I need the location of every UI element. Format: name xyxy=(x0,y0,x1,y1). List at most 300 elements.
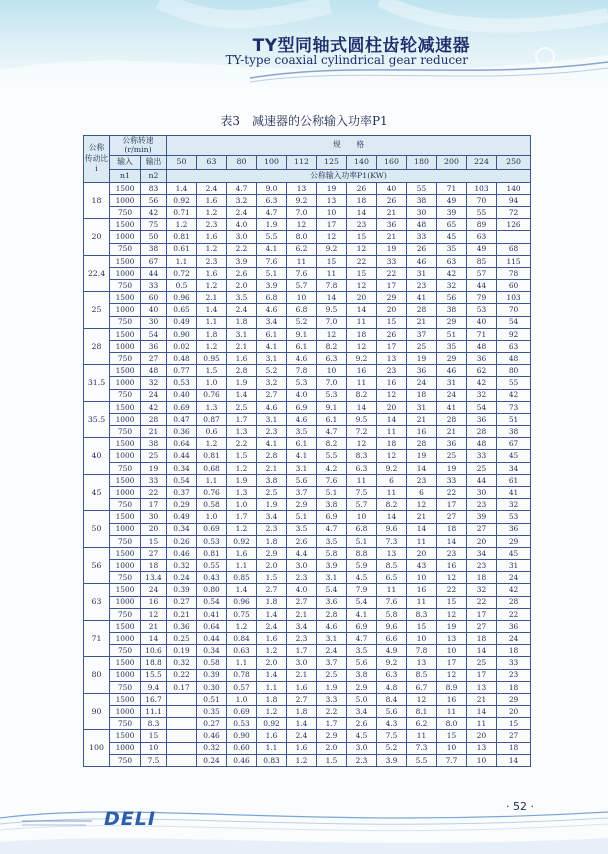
power-cell: 0.69 xyxy=(167,401,197,413)
power-cell: 0.75 xyxy=(227,608,257,620)
power-cell: 53 xyxy=(497,511,531,523)
power-cell: 5.0 xyxy=(347,693,377,705)
output-speed-cell: 56 xyxy=(141,194,167,206)
power-cell: 3.8 xyxy=(347,669,377,681)
power-cell: 1.0 xyxy=(227,693,257,705)
power-cell: 0.44 xyxy=(197,633,227,645)
power-cell: 0.58 xyxy=(197,499,227,511)
size-header: 160 xyxy=(377,155,407,169)
power-cell: 1.2 xyxy=(197,438,227,450)
power-cell: 5.6 xyxy=(347,657,377,669)
output-speed-cell: 38 xyxy=(141,243,167,255)
power-cell: 3.0 xyxy=(227,231,257,243)
power-cell: 4.0 xyxy=(287,584,317,596)
power-cell: 18 xyxy=(497,645,531,657)
power-cell: 11 xyxy=(407,730,437,742)
power-cell: 5.2 xyxy=(257,365,287,377)
power-cell xyxy=(167,754,197,766)
table-row xyxy=(84,182,531,194)
power-cell: 103 xyxy=(467,182,497,194)
power-cell: 19 xyxy=(377,243,407,255)
table-row xyxy=(84,645,531,657)
ratio-cell: 80 xyxy=(84,657,110,694)
power-cell: 23 xyxy=(467,499,497,511)
power-cell: 1.2 xyxy=(257,706,287,718)
power-cell: 13 xyxy=(377,547,407,559)
power-cell: 92 xyxy=(497,328,531,340)
power-cell: 42 xyxy=(467,377,497,389)
power-cell: 41 xyxy=(497,486,531,498)
power-cell: 14 xyxy=(347,207,377,219)
power-cell: 4.5 xyxy=(347,730,377,742)
power-cell: 4.5 xyxy=(347,572,377,584)
power-cell: 5.3 xyxy=(317,389,347,401)
power-cell: 31 xyxy=(407,267,437,279)
power-cell: 4.7 xyxy=(317,523,347,535)
power-cell: 1.2 xyxy=(227,620,257,632)
power-cell: 55 xyxy=(407,182,437,194)
power-cell: 15 xyxy=(347,267,377,279)
power-cell: 1.1 xyxy=(197,316,227,328)
output-speed-cell: 28 xyxy=(141,413,167,425)
table-row xyxy=(84,328,531,340)
power-cell: 12 xyxy=(437,572,467,584)
power-cell: 4.6 xyxy=(257,304,287,316)
power-cell: 5.9 xyxy=(347,560,377,572)
power-cell: 16 xyxy=(407,584,437,596)
power-cell: 7.6 xyxy=(317,474,347,486)
table-row xyxy=(84,207,531,219)
page-number: · 52 · xyxy=(506,800,534,813)
power-cell: 9.5 xyxy=(317,304,347,316)
power-cell: 0.92 xyxy=(167,194,197,206)
output-speed-cell: 48 xyxy=(141,365,167,377)
power-cell: 0.81 xyxy=(167,231,197,243)
power-cell: 1.3 xyxy=(197,401,227,413)
power-cell: 22 xyxy=(467,596,497,608)
power-cell: 31 xyxy=(497,560,531,572)
power-cell: 115 xyxy=(497,255,531,267)
ratio-cell: 50 xyxy=(84,511,110,548)
power-cell: 12 xyxy=(437,669,467,681)
header-speed-label: 公称转速 xyxy=(122,136,154,145)
input-speed-cell: 750 xyxy=(110,754,141,766)
input-speed-cell: 750 xyxy=(110,718,141,730)
ratio-cell: 25 xyxy=(84,292,110,329)
power-cell: 19 xyxy=(317,182,347,194)
power-cell: 10 xyxy=(467,754,497,766)
input-speed-cell: 1500 xyxy=(110,365,141,377)
power-cell: 36 xyxy=(497,523,531,535)
power-cell: 15 xyxy=(347,231,377,243)
power-cell: 12 xyxy=(317,328,347,340)
power-cell: 15 xyxy=(437,596,467,608)
power-cell: 16 xyxy=(407,426,437,438)
power-cell: 2.1 xyxy=(197,292,227,304)
input-speed-cell: 750 xyxy=(110,535,141,547)
power-cell: 0.61 xyxy=(167,243,197,255)
power-cell: 1.1 xyxy=(227,560,257,572)
input-speed-cell: 1000 xyxy=(110,194,141,206)
output-speed-cell: 18 xyxy=(141,560,167,572)
input-speed-cell: 1000 xyxy=(110,450,141,462)
input-speed-cell: 1000 xyxy=(110,486,141,498)
power-cell: 0.32 xyxy=(167,657,197,669)
power-cell: 16 xyxy=(437,560,467,572)
power-cell: 10 xyxy=(407,633,437,645)
output-speed-cell: 18.8 xyxy=(141,657,167,669)
power-cell: 20 xyxy=(377,304,407,316)
power-cell: 2.4 xyxy=(317,645,347,657)
input-speed-cell: 1500 xyxy=(110,547,141,559)
power-cell: 2.8 xyxy=(257,450,287,462)
power-cell: 0.90 xyxy=(227,730,257,742)
output-speed-cell: 12 xyxy=(141,608,167,620)
power-cell: 63 xyxy=(497,340,531,352)
power-cell: 3.5 xyxy=(347,645,377,657)
output-speed-cell: 83 xyxy=(141,182,167,194)
power-cell: 34 xyxy=(497,462,531,474)
input-speed-cell: 1500 xyxy=(110,438,141,450)
power-cell: 0.63 xyxy=(227,645,257,657)
power-cell: 0.51 xyxy=(197,693,227,705)
power-cell: 2.1 xyxy=(227,340,257,352)
power-cell: 1.8 xyxy=(257,535,287,547)
input-speed-cell: 750 xyxy=(110,499,141,511)
power-cell: 1.2 xyxy=(197,340,227,352)
power-cell: 4.6 xyxy=(257,401,287,413)
power-cell: 8.2 xyxy=(317,340,347,352)
power-cell: 15 xyxy=(497,718,531,730)
output-speed-cell: 32 xyxy=(141,377,167,389)
power-cell: 12 xyxy=(347,340,377,352)
power-cell: 23 xyxy=(347,219,377,231)
power-cell: 6.6 xyxy=(377,633,407,645)
power-cell: 6.9 xyxy=(317,511,347,523)
power-cell: 41 xyxy=(437,401,467,413)
output-speed-cell: 11.1 xyxy=(141,706,167,718)
size-header: 180 xyxy=(407,155,437,169)
power-cell: 0.39 xyxy=(197,669,227,681)
input-speed-cell: 750 xyxy=(110,681,141,693)
power-cell: 28 xyxy=(407,438,437,450)
power-cell: 2.9 xyxy=(287,499,317,511)
power-cell: 4.1 xyxy=(257,340,287,352)
power-cell: 1.8 xyxy=(287,706,317,718)
power-cell: 15 xyxy=(317,255,347,267)
power-cell: 0.27 xyxy=(167,596,197,608)
power-cell: 14 xyxy=(407,462,437,474)
power-cell: 70 xyxy=(497,304,531,316)
power-cell: 36 xyxy=(437,438,467,450)
output-speed-cell: 33 xyxy=(141,280,167,292)
input-speed-cell: 1000 xyxy=(110,560,141,572)
output-speed-cell: 16.7 xyxy=(141,693,167,705)
input-speed-cell: 1000 xyxy=(110,742,141,754)
power-cell: 0.46 xyxy=(227,754,257,766)
input-speed-cell: 750 xyxy=(110,645,141,657)
power-cell: 73 xyxy=(497,401,531,413)
output-speed-cell: 67 xyxy=(141,255,167,267)
power-cell: 55 xyxy=(467,207,497,219)
power-cell: 49 xyxy=(437,194,467,206)
power-cell: 1.4 xyxy=(287,718,317,730)
power-cell: 12 xyxy=(407,693,437,705)
power-cell: 37 xyxy=(407,328,437,340)
power-cell: 21 xyxy=(407,316,437,328)
power-cell: 3.0 xyxy=(347,742,377,754)
power-cell: 3.2 xyxy=(227,194,257,206)
power-cell: 22 xyxy=(377,267,407,279)
size-header: 100 xyxy=(257,155,287,169)
power-cell: 6.3 xyxy=(317,353,347,365)
power-cell: 28 xyxy=(407,304,437,316)
power-cell: 5.1 xyxy=(257,267,287,279)
power-cell: 65 xyxy=(437,219,467,231)
input-speed-cell: 1500 xyxy=(110,182,141,194)
power-cell: 25 xyxy=(437,450,467,462)
power-cell: 8.2 xyxy=(377,499,407,511)
power-cell: 13 xyxy=(437,633,467,645)
power-cell: 48 xyxy=(467,438,497,450)
power-cell: 85 xyxy=(467,255,497,267)
power-cell: 1.9 xyxy=(317,681,347,693)
power-cell: 17 xyxy=(377,340,407,352)
power-cell xyxy=(167,718,197,730)
power-cell: 1.6 xyxy=(257,730,287,742)
power-cell: 45 xyxy=(497,547,531,559)
power-cell: 4.1 xyxy=(257,243,287,255)
power-cell: 1.0 xyxy=(197,511,227,523)
power-cell: 140 xyxy=(497,182,531,194)
power-cell: 0.78 xyxy=(227,669,257,681)
power-cell: 7.5 xyxy=(347,486,377,498)
power-cell: 2.3 xyxy=(257,426,287,438)
power-cell: 21 xyxy=(407,511,437,523)
header-input: 输入 xyxy=(110,155,141,169)
power-cell: 0.76 xyxy=(197,389,227,401)
power-cell: 29 xyxy=(377,292,407,304)
power-cell: 55 xyxy=(497,377,531,389)
power-cell: 13 xyxy=(467,681,497,693)
power-cell: 6.1 xyxy=(287,438,317,450)
power-cell: 6.3 xyxy=(377,669,407,681)
power-cell: 11 xyxy=(347,474,377,486)
power-cell: 2.7 xyxy=(257,389,287,401)
power-cell: 48 xyxy=(407,219,437,231)
ratio-cell: 40 xyxy=(84,438,110,475)
power-cell: 13 xyxy=(467,742,497,754)
power-cell: 23 xyxy=(497,669,531,681)
power-cell: 14 xyxy=(377,413,407,425)
power-cell: 5.7 xyxy=(347,499,377,511)
output-speed-cell: 24 xyxy=(141,584,167,596)
power-cell: 46 xyxy=(437,365,467,377)
power-cell: 6.2 xyxy=(287,243,317,255)
power-cell: 6.8 xyxy=(347,523,377,535)
power-cell: 4.7 xyxy=(227,182,257,194)
header-ratio: 公称 传动比 i xyxy=(84,136,110,183)
power-cell: 18 xyxy=(347,194,377,206)
power-cell: 4.8 xyxy=(377,681,407,693)
power-cell: 1.6 xyxy=(227,353,257,365)
table-row xyxy=(84,243,531,255)
power-cell: 0.46 xyxy=(197,730,227,742)
power-cell: 2.2 xyxy=(317,706,347,718)
input-speed-cell: 1500 xyxy=(110,693,141,705)
table-row xyxy=(84,620,531,632)
power-cell: 1.6 xyxy=(287,742,317,754)
power-cell: 8.2 xyxy=(317,438,347,450)
power-cell: 94 xyxy=(497,194,531,206)
power-cell: 0.19 xyxy=(167,645,197,657)
power-cell: 42 xyxy=(437,267,467,279)
header-title-cn: TY型同轴式圆柱齿轮减速器 xyxy=(252,36,470,56)
power-cell: 11 xyxy=(407,596,437,608)
power-cell: 29 xyxy=(497,693,531,705)
input-speed-cell: 1500 xyxy=(110,219,141,231)
power-cell: 36 xyxy=(377,219,407,231)
power-cell: 1.4 xyxy=(167,182,197,194)
power-cell: 1.1 xyxy=(227,657,257,669)
power-cell: 14 xyxy=(437,535,467,547)
power-cell: 7.3 xyxy=(377,535,407,547)
power-cell: 2.6 xyxy=(347,718,377,730)
output-speed-cell: 19 xyxy=(141,462,167,474)
power-cell: 9.1 xyxy=(317,401,347,413)
size-header: 80 xyxy=(227,155,257,169)
power-cell: 0.96 xyxy=(167,292,197,304)
power-cell: 4.7 xyxy=(317,426,347,438)
table-row xyxy=(84,486,531,498)
power-cell: 2.1 xyxy=(257,462,287,474)
table-row xyxy=(84,596,531,608)
power-cell: 8.0 xyxy=(437,718,467,730)
power-cell: 0.87 xyxy=(197,413,227,425)
power-cell: 4.9 xyxy=(377,645,407,657)
output-speed-cell: 14 xyxy=(141,633,167,645)
power-cell: 40 xyxy=(377,182,407,194)
power-cell: 11 xyxy=(347,316,377,328)
power-cell: 1.0 xyxy=(227,499,257,511)
power-cell: 17 xyxy=(437,657,467,669)
output-speed-cell: 21 xyxy=(141,426,167,438)
power-cell: 0.54 xyxy=(167,474,197,486)
power-cell: 18 xyxy=(407,389,437,401)
input-speed-cell: 1000 xyxy=(110,413,141,425)
table-row xyxy=(84,365,531,377)
power-cell: 3.3 xyxy=(317,693,347,705)
power-cell: 15 xyxy=(377,316,407,328)
power-cell: 0.71 xyxy=(167,207,197,219)
power-cell: 48 xyxy=(497,353,531,365)
power-cell: 21 xyxy=(407,413,437,425)
header-speed xyxy=(110,136,167,156)
power-cell: 32 xyxy=(467,584,497,596)
power-cell: 2.9 xyxy=(257,547,287,559)
power-cell: 5.5 xyxy=(407,754,437,766)
power-cell: 2.6 xyxy=(227,267,257,279)
output-speed-cell: 10.6 xyxy=(141,645,167,657)
power-cell: 2.0 xyxy=(257,657,287,669)
power-cell: 8.1 xyxy=(407,706,437,718)
power-cell: 12 xyxy=(287,219,317,231)
power-cell: 3.9 xyxy=(317,560,347,572)
power-cell: 9.6 xyxy=(377,523,407,535)
power-cell: 7.0 xyxy=(317,377,347,389)
input-speed-cell: 750 xyxy=(110,572,141,584)
input-speed-cell: 750 xyxy=(110,353,141,365)
power-cell: 0.90 xyxy=(167,328,197,340)
power-cell: 29 xyxy=(497,535,531,547)
power-cell: 70 xyxy=(467,194,497,206)
power-cell: 7.8 xyxy=(287,365,317,377)
power-cell: 22 xyxy=(497,608,531,620)
page-header xyxy=(0,0,608,100)
power-cell: 17 xyxy=(437,499,467,511)
power-cell: 5.5 xyxy=(317,450,347,462)
power-cell: 71 xyxy=(467,328,497,340)
power-cell: 56 xyxy=(437,292,467,304)
power-cell: 2.4 xyxy=(197,182,227,194)
power-cell: 13 xyxy=(317,194,347,206)
power-cell: 7.3 xyxy=(407,742,437,754)
power-cell: 1.8 xyxy=(257,693,287,705)
power-cell: 4.6 xyxy=(287,413,317,425)
power-cell: 20 xyxy=(467,535,497,547)
power-cell: 44 xyxy=(467,280,497,292)
input-speed-cell: 1500 xyxy=(110,328,141,340)
table-row xyxy=(84,499,531,511)
power-cell: 1.9 xyxy=(227,377,257,389)
power-cell: 1.6 xyxy=(227,547,257,559)
output-speed-cell: 30 xyxy=(141,316,167,328)
power-cell: 3.6 xyxy=(317,596,347,608)
power-cell: 0.96 xyxy=(227,596,257,608)
power-table xyxy=(83,135,531,767)
power-cell: 4.6 xyxy=(317,620,347,632)
power-cell: 1.5 xyxy=(227,450,257,462)
power-cell: 6.3 xyxy=(257,194,287,206)
power-cell: 7.2 xyxy=(347,426,377,438)
input-speed-cell: 750 xyxy=(110,243,141,255)
power-cell: 0.34 xyxy=(167,523,197,535)
power-cell: 3.9 xyxy=(377,754,407,766)
power-cell: 33 xyxy=(497,657,531,669)
power-cell: 45 xyxy=(437,231,467,243)
power-cell: 11 xyxy=(377,426,407,438)
power-cell: 38 xyxy=(407,194,437,206)
power-cell: 14 xyxy=(347,304,377,316)
power-cell: 17 xyxy=(317,219,347,231)
power-cell: 1.3 xyxy=(227,426,257,438)
ratio-cell: 71 xyxy=(84,620,110,657)
header-spec: 规 格 xyxy=(167,136,531,156)
input-speed-cell: 1000 xyxy=(110,231,141,243)
power-cell: 6.1 xyxy=(257,328,287,340)
input-speed-cell: 750 xyxy=(110,389,141,401)
power-cell: 80 xyxy=(497,365,531,377)
power-cell xyxy=(167,693,197,705)
power-cell: 12 xyxy=(317,231,347,243)
power-cell: 40 xyxy=(467,316,497,328)
power-cell: 10 xyxy=(317,365,347,377)
power-cell: 5.5 xyxy=(257,231,287,243)
power-cell: 3.1 xyxy=(227,328,257,340)
power-cell: 2.4 xyxy=(257,620,287,632)
power-cell: 19 xyxy=(437,462,467,474)
power-cell: 0.40 xyxy=(167,389,197,401)
